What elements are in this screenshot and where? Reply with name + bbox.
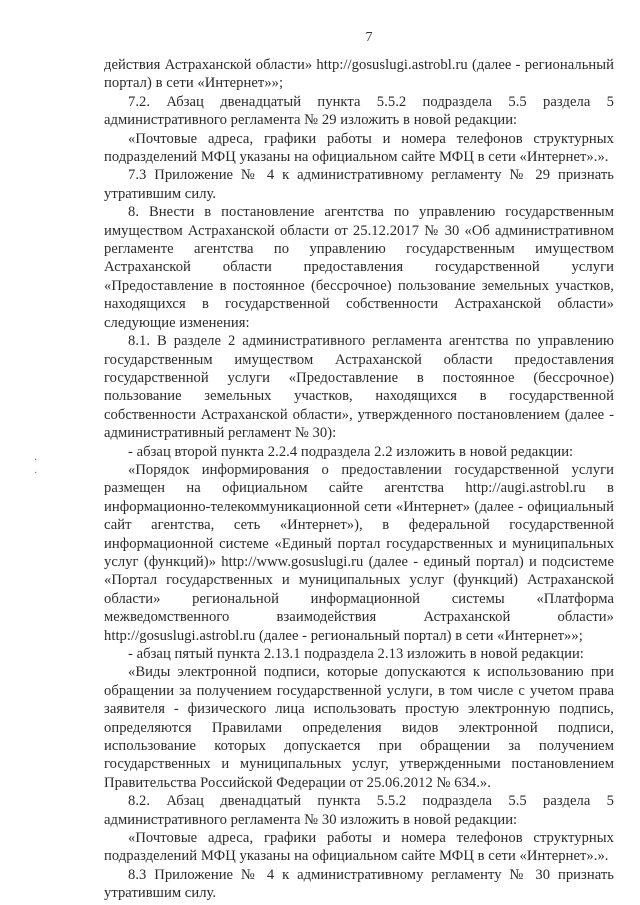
page-number: 7 (365, 30, 373, 45)
paragraph-7-3: 7.3 Приложение № 4 к административному регламенту № 29 признать утратившим силу. (104, 167, 614, 202)
margin-mark: · (34, 455, 38, 466)
paragraph-8-2: 8.2. Абзац двенадцатый пункта 5.5.2 подраздела 5.5 раздела 5 административного регламента № 30 изложить в новой редакции: (104, 793, 614, 828)
paragraph-8-1-item-1: - абзац второй пункта 2.2.4 подраздела 2.2 изложить в новой редакции: (128, 443, 574, 460)
paragraph-8-1-item-2-quote: «Виды электронной подписи, которые допускаются к использованию при обращении за получением государственной услуги, в том числе с учетом права заявителя - физического лица использовать простую электронную подпись, определяются Правилами определения видов электронной подписи, использование которых допускается при обращении за получением государственных и муниципальных услуг, утвержденными постановлением Правительства Российской Федерации от 25.06.2012 № 634.». (104, 664, 614, 791)
paragraph-8: 8. Внести в постановление агентства по управлению государственным имуществом Астраханской области от 25.12.2017 № 30 «Об административном регламенте агентства по управлению государственным имуществом Астраханской области предоставления государственной услуги «Предоставление в постоянное (бессрочное) пользование земельных участков, находящихся в государственной собственности Астраханской области» следующие изменения: (104, 204, 614, 331)
paragraph-continuation: действия Астраханской области» http://gosuslugi.astrobl.ru (далее - региональный портал) в сети «Интернет»»; (104, 57, 614, 92)
margin-mark: · (34, 468, 38, 479)
paragraph-7-2: 7.2. Абзац двенадцатый пункта 5.5.2 подраздела 5.5 раздела 5 административного регламента № 29 изложить в новой редакции: (104, 93, 614, 129)
paragraph-8-3: 8.3 Приложение № 4 к административному регламенту № 30 признать утратившим силу. (104, 866, 614, 902)
paragraph-8-1-item-1-quote: «Порядок информирования о предоставлении государственной услуги размещен на официальном сайте агентства http://augi.astrobl.ru в информационно-телекоммуникационной сети «Интернет» (далее - официальный сайт агентства, сеть «Интернет»), в федеральной государственной информационной системе «Единый портал государственных и муниципальных услуг (функций)» http://www.gosuslugi.ru (далее - единый портал) и подсистеме «Портал государственных и муниципальных услуг (функций) Астраханской области» региональной информационной системы «Платформа межведомственного взаимодействия Астраханской области» http://gosuslugi.astrobl.ru (далее - региональный портал) в сети «Интернет»»; (104, 461, 614, 644)
document-body (104, 56, 614, 903)
paragraph-7-2-quote: «Почтовые адреса, графики работы и номера телефонов структурных подразделений МФЦ указаны на официальном сайте МФЦ в сети «Интернет».». (104, 130, 614, 166)
paragraph-8-1-item-2: - абзац пятый пункта 2.13.1 подраздела 2.13 изложить в новой редакции: (128, 646, 584, 662)
paragraph-8-2-quote: «Почтовые адреса, графики работы и номера телефонов структурных подразделений МФЦ указаны на официальном сайте МФЦ в сети «Интернет».». (104, 830, 614, 865)
paragraph-8-1: 8.1. В разделе 2 административного регламента агентства по управлению государственным имуществом Астраханской области предоставления государственной услуги «Предоставление в постоянное (бессрочное) пользование земельных участков, находящихся в государственной собственности Астраханской области», утвержденного постановлением (далее - административный регламент № 30): (104, 333, 614, 442)
